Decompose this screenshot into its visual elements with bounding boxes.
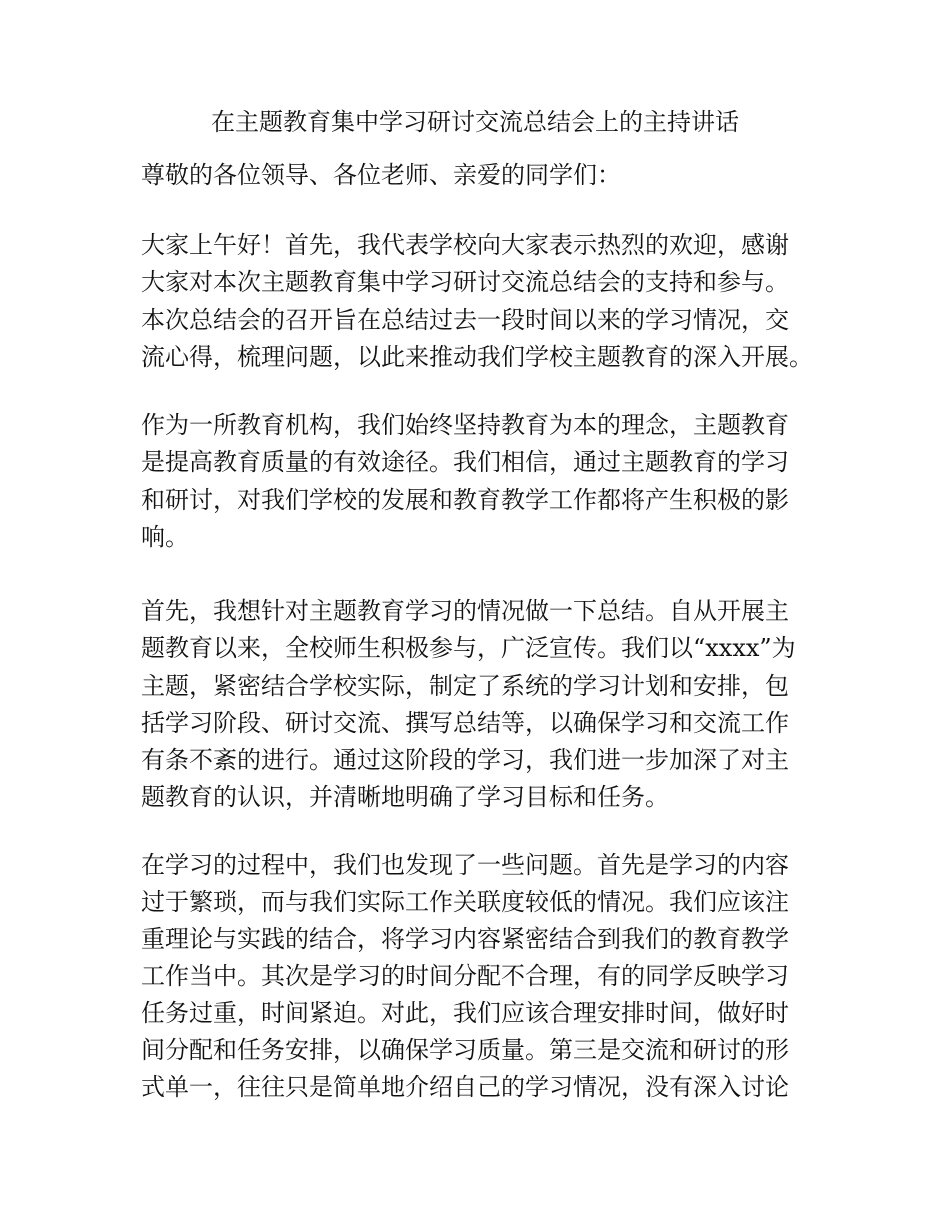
paragraph-line: 题教育的认识，并清晰地明确了学习目标和任务。 — [141, 783, 669, 811]
paragraph-line: 题教育以来，全校师生积极参与，广泛宣传。我们以“xxxx”为 — [141, 634, 796, 662]
paragraph-line: 主题，紧密结合学校实际，制定了系统的学习计划和安排，包 — [141, 672, 789, 700]
paragraph-line: 是提高教育质量的有效途径。我们相信，通过主题教育的学习 — [141, 448, 789, 476]
paragraph-line: 流心得，梳理问题，以此来推动我们学校主题教育的深入开展。 — [141, 343, 813, 371]
paragraph-line: 大家上午好！首先，我代表学校向大家表示热烈的欢迎，感谢 — [141, 231, 789, 259]
paragraph-line: 重理论与实践的结合，将学习内容紧密结合到我们的教育教学 — [141, 925, 789, 953]
paragraph-line: 大家对本次主题教育集中学习研讨交流总结会的支持和参与。 — [141, 268, 789, 296]
paragraph-line: 任务过重，时间紧迫。对此，我们应该合理安排时间，做好时 — [141, 999, 789, 1027]
paragraph-line: 过于繁琐，而与我们实际工作关联度较低的情况。我们应该注 — [141, 888, 789, 916]
document-title: 在主题教育集中学习研讨交流总结会上的主持讲话 — [211, 108, 739, 136]
paragraph-line: 和研讨，对我们学校的发展和教育教学工作都将产生积极的影 — [141, 486, 789, 514]
paragraph-line: 括学习阶段、研讨交流、撰写总结等，以确保学习和交流工作 — [141, 709, 789, 737]
greeting-line: 尊敬的各位领导、各位老师、亲爱的同学们： — [141, 161, 621, 189]
paragraph-line: 在学习的过程中，我们也发现了一些问题。首先是学习的内容 — [141, 851, 789, 879]
paragraph-line: 首先，我想针对主题教育学习的情况做一下总结。自从开展主 — [141, 597, 789, 625]
paragraph-line: 有条不紊的进行。通过这阶段的学习，我们进一步加深了对主 — [141, 746, 789, 774]
paragraph-line: 式单一，往往只是简单地介绍自己的学习情况，没有深入讨论 — [141, 1073, 789, 1101]
paragraph-line: 间分配和任务安排，以确保学习质量。第三是交流和研讨的形 — [141, 1036, 789, 1064]
paragraph-line: 响。 — [141, 523, 189, 551]
paragraph-line: 本次总结会的召开旨在总结过去一段时间以来的学习情况，交 — [141, 306, 789, 334]
paragraph-line: 工作当中。其次是学习的时间分配不合理，有的同学反映学习 — [141, 962, 789, 990]
paragraph-line: 作为一所教育机构，我们始终坚持教育为本的理念，主题教育 — [141, 411, 789, 439]
